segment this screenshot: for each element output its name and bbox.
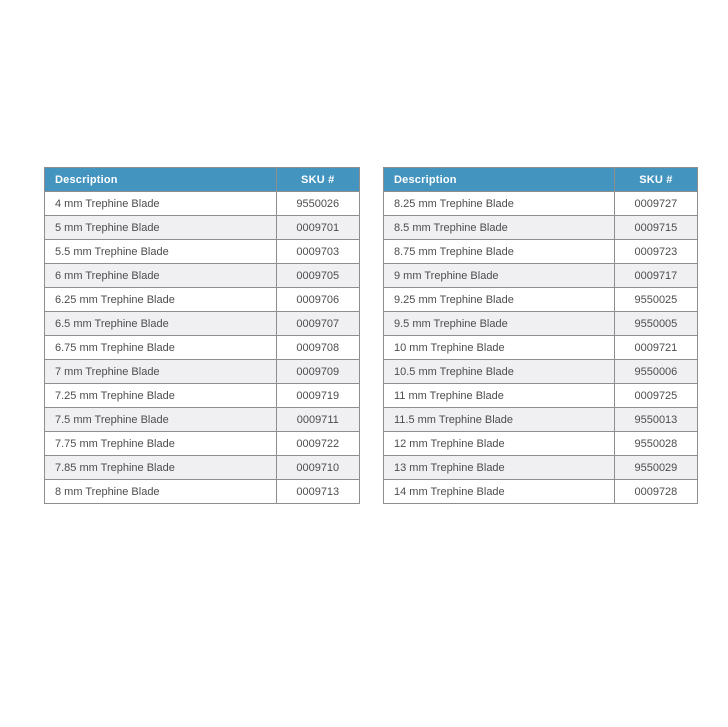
sku-cell: 0009725 <box>614 384 697 408</box>
table-row <box>45 408 360 432</box>
sku-cell: 0009709 <box>276 360 359 384</box>
sku-cell: 0009701 <box>276 216 359 240</box>
table-row <box>45 456 360 480</box>
description-cell: 10 mm Trephine Blade <box>384 336 615 360</box>
description-cell: 11.5 mm Trephine Blade <box>384 408 615 432</box>
sku-cell: 0009723 <box>614 240 697 264</box>
sku-cell: 0009719 <box>276 384 359 408</box>
table-body <box>45 192 360 504</box>
table-row <box>45 480 360 504</box>
product-table <box>383 167 698 504</box>
table-row <box>384 312 698 336</box>
table-row <box>45 312 360 336</box>
sku-cell: 0009707 <box>276 312 359 336</box>
sku-cell: 9550006 <box>614 360 697 384</box>
table-row <box>384 192 698 216</box>
sku-cell: 0009708 <box>276 336 359 360</box>
column-header-sku: SKU # <box>614 168 697 192</box>
description-cell: 7.85 mm Trephine Blade <box>45 456 277 480</box>
description-cell: 8.5 mm Trephine Blade <box>384 216 615 240</box>
description-cell: 5.5 mm Trephine Blade <box>45 240 277 264</box>
sku-cell: 0009713 <box>276 480 359 504</box>
product-table <box>44 167 360 504</box>
description-cell: 8.75 mm Trephine Blade <box>384 240 615 264</box>
table-row <box>384 456 698 480</box>
description-cell: 13 mm Trephine Blade <box>384 456 615 480</box>
table-row <box>384 408 698 432</box>
trephine-blade-table-left <box>44 167 360 504</box>
table-row <box>45 192 360 216</box>
sku-cell: 0009717 <box>614 264 697 288</box>
sku-cell: 0009705 <box>276 264 359 288</box>
sku-cell: 9550005 <box>614 312 697 336</box>
table-row <box>45 264 360 288</box>
sku-cell: 0009711 <box>276 408 359 432</box>
description-cell: 6.75 mm Trephine Blade <box>45 336 277 360</box>
description-cell: 9.5 mm Trephine Blade <box>384 312 615 336</box>
column-header-description: Description <box>45 168 277 192</box>
table-row <box>384 288 698 312</box>
table-row <box>45 432 360 456</box>
table-row <box>384 240 698 264</box>
sku-cell: 9550025 <box>614 288 697 312</box>
sku-cell: 0009706 <box>276 288 359 312</box>
sku-cell: 0009728 <box>614 480 697 504</box>
description-cell: 11 mm Trephine Blade <box>384 384 615 408</box>
sku-cell: 0009715 <box>614 216 697 240</box>
description-cell: 10.5 mm Trephine Blade <box>384 360 615 384</box>
description-cell: 7.75 mm Trephine Blade <box>45 432 277 456</box>
table-header-row <box>384 168 698 192</box>
table-header-row <box>45 168 360 192</box>
sku-cell: 0009722 <box>276 432 359 456</box>
table-row <box>384 264 698 288</box>
description-cell: 4 mm Trephine Blade <box>45 192 277 216</box>
sku-cell: 9550028 <box>614 432 697 456</box>
description-cell: 9 mm Trephine Blade <box>384 264 615 288</box>
description-cell: 8.25 mm Trephine Blade <box>384 192 615 216</box>
table-row <box>384 360 698 384</box>
description-cell: 6.5 mm Trephine Blade <box>45 312 277 336</box>
description-cell: 12 mm Trephine Blade <box>384 432 615 456</box>
sku-cell: 9550026 <box>276 192 359 216</box>
trephine-blade-table-right <box>383 167 698 504</box>
description-cell: 7.5 mm Trephine Blade <box>45 408 277 432</box>
table-row <box>45 240 360 264</box>
table-row <box>45 288 360 312</box>
table-row <box>384 216 698 240</box>
table-body <box>384 192 698 504</box>
table-row <box>384 480 698 504</box>
table-row <box>384 384 698 408</box>
description-cell: 6.25 mm Trephine Blade <box>45 288 277 312</box>
sku-cell: 9550013 <box>614 408 697 432</box>
description-cell: 6 mm Trephine Blade <box>45 264 277 288</box>
column-header-description: Description <box>384 168 615 192</box>
table-row <box>45 336 360 360</box>
description-cell: 7.25 mm Trephine Blade <box>45 384 277 408</box>
sku-cell: 0009727 <box>614 192 697 216</box>
table-row <box>384 432 698 456</box>
table-row <box>45 360 360 384</box>
description-cell: 5 mm Trephine Blade <box>45 216 277 240</box>
description-cell: 7 mm Trephine Blade <box>45 360 277 384</box>
sku-cell: 0009703 <box>276 240 359 264</box>
description-cell: 8 mm Trephine Blade <box>45 480 277 504</box>
column-header-sku: SKU # <box>276 168 359 192</box>
sku-cell: 0009721 <box>614 336 697 360</box>
table-row <box>45 216 360 240</box>
description-cell: 9.25 mm Trephine Blade <box>384 288 615 312</box>
table-row <box>45 384 360 408</box>
sku-cell: 9550029 <box>614 456 697 480</box>
sku-cell: 0009710 <box>276 456 359 480</box>
table-row <box>384 336 698 360</box>
description-cell: 14 mm Trephine Blade <box>384 480 615 504</box>
